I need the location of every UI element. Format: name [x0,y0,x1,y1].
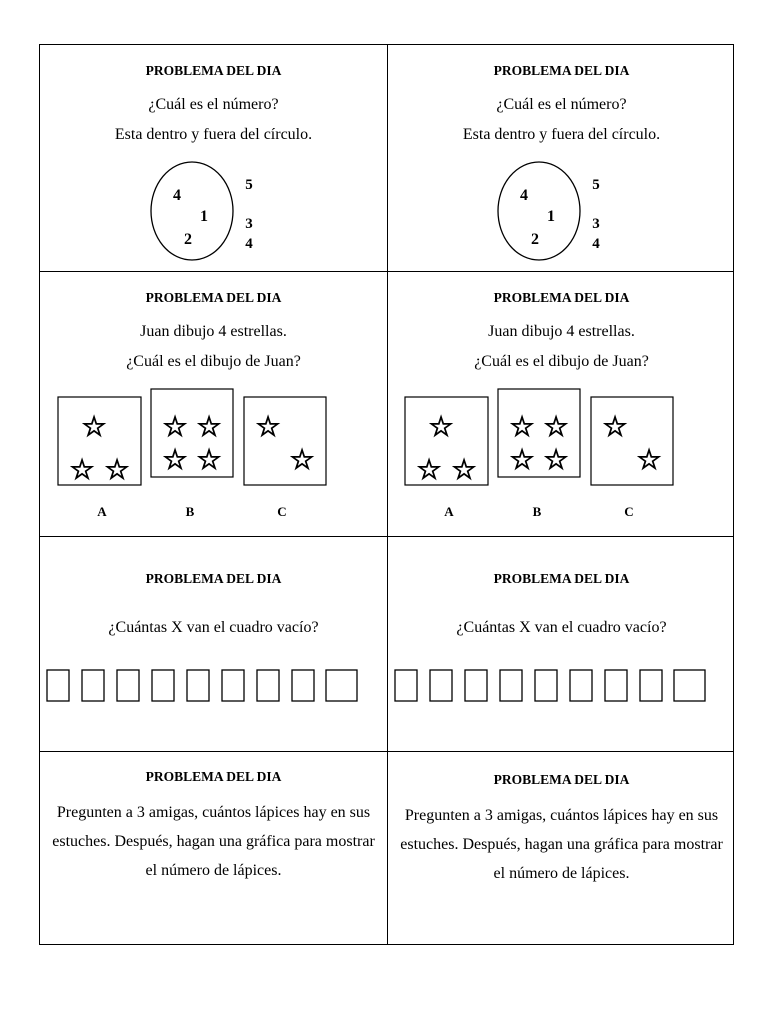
box-sequence [388,537,735,751]
outside-number: 4 [592,236,600,252]
star-icon: ☆ [416,455,442,486]
star-icon: ☆ [602,412,628,443]
sequence-box [430,670,452,701]
sequence-box [535,670,557,701]
question-text: ¿Cuántas X van el cuadro vacío? [456,619,667,636]
star-icon: ☆ [289,445,315,476]
star-icon: ☆ [162,412,188,443]
inside-number: 2 [531,231,539,248]
question-text: Esta dentro y fuera del círculo. [462,126,661,143]
card-title: PROBLEMA DEL DIA [145,63,282,78]
question-text: ¿Cuál es el dibujo de Juan? [474,353,649,370]
option-label: A [444,504,454,519]
star-icon: ☆ [196,445,222,476]
star-icon: ☆ [451,455,477,486]
card-title: PROBLEMA DEL DIA [145,571,282,586]
problem-text: Pregunten a 3 amigas, cuántos lápices hay en sus estuches. Después, hagan una gráfica para mostrar el número de lápices. [52,804,375,879]
card-title: PROBLEMA DEL DIA [145,290,282,305]
inside-number: 2 [184,231,192,248]
empty-box [674,670,705,701]
option-label: C [277,504,287,519]
card-stars-left [40,272,387,536]
card-circle-number-left [40,45,387,271]
star-icon: ☆ [162,445,188,476]
box-sequence [40,537,387,751]
star-icon: ☆ [69,455,95,486]
star-icon: ☆ [104,455,130,486]
question-text: Juan dibujo 4 estrellas. [488,323,635,340]
question-text: ¿Cuál es el número? [496,96,627,113]
card-stars-right [388,272,735,536]
option-label: C [624,504,634,519]
sequence-box [117,670,139,701]
star-icon: ☆ [636,445,662,476]
sequence-box [187,670,209,701]
inside-number: 1 [547,208,555,225]
sequence-box [395,670,417,701]
circle-shape [498,162,580,260]
star-boxes [40,272,387,536]
question-text: Esta dentro y fuera del círculo. [114,126,313,143]
card-empty-boxes-right [388,537,735,751]
outside-number: 5 [592,177,600,193]
outside-number: 5 [245,177,253,193]
worksheet [39,44,734,945]
card-title: PROBLEMA DEL DIA [145,769,282,784]
problem-text: Pregunten a 3 amigas, cuántos lápices hay en sus estuches. Después, hagan una gráfica para mostrar el número de lápices. [400,807,723,882]
question-text: ¿Cuántas X van el cuadro vacío? [108,619,319,636]
circle-diagram [40,45,387,271]
star-icon: ☆ [428,412,454,443]
sequence-box [257,670,279,701]
card-title: PROBLEMA DEL DIA [493,63,630,78]
outside-number: 3 [592,216,600,232]
star-boxes [388,272,735,536]
sequence-box [47,670,69,701]
circle-diagram [388,45,735,271]
star-icon: ☆ [255,412,281,443]
inside-number: 4 [173,187,181,204]
sequence-box [640,670,662,701]
empty-box [326,670,357,701]
option-label: B [185,504,195,519]
inside-number: 1 [200,208,208,225]
sequence-box [605,670,627,701]
sequence-box [222,670,244,701]
sequence-box [500,670,522,701]
star-icon: ☆ [543,445,569,476]
star-icon: ☆ [196,412,222,443]
card-title: PROBLEMA DEL DIA [493,571,630,586]
option-label: B [532,504,542,519]
circle-shape [151,162,233,260]
card-circle-number-right [388,45,735,271]
card-empty-boxes-left [40,537,387,751]
question-text: ¿Cuál es el dibujo de Juan? [126,353,301,370]
sequence-box [570,670,592,701]
star-icon: ☆ [509,412,535,443]
star-icon: ☆ [509,445,535,476]
card-pencils-left [40,752,387,946]
inside-number: 4 [520,187,528,204]
sequence-box [292,670,314,701]
outside-number: 4 [245,236,253,252]
sequence-box [465,670,487,701]
option-label: A [97,504,107,519]
card-title: PROBLEMA DEL DIA [493,772,630,787]
star-icon: ☆ [543,412,569,443]
sequence-box [152,670,174,701]
card-pencils-right [388,752,735,946]
sequence-box [82,670,104,701]
outside-number: 3 [245,216,253,232]
question-text: ¿Cuál es el número? [148,96,279,113]
card-title: PROBLEMA DEL DIA [493,290,630,305]
question-text: Juan dibujo 4 estrellas. [140,323,287,340]
star-icon: ☆ [81,412,107,443]
